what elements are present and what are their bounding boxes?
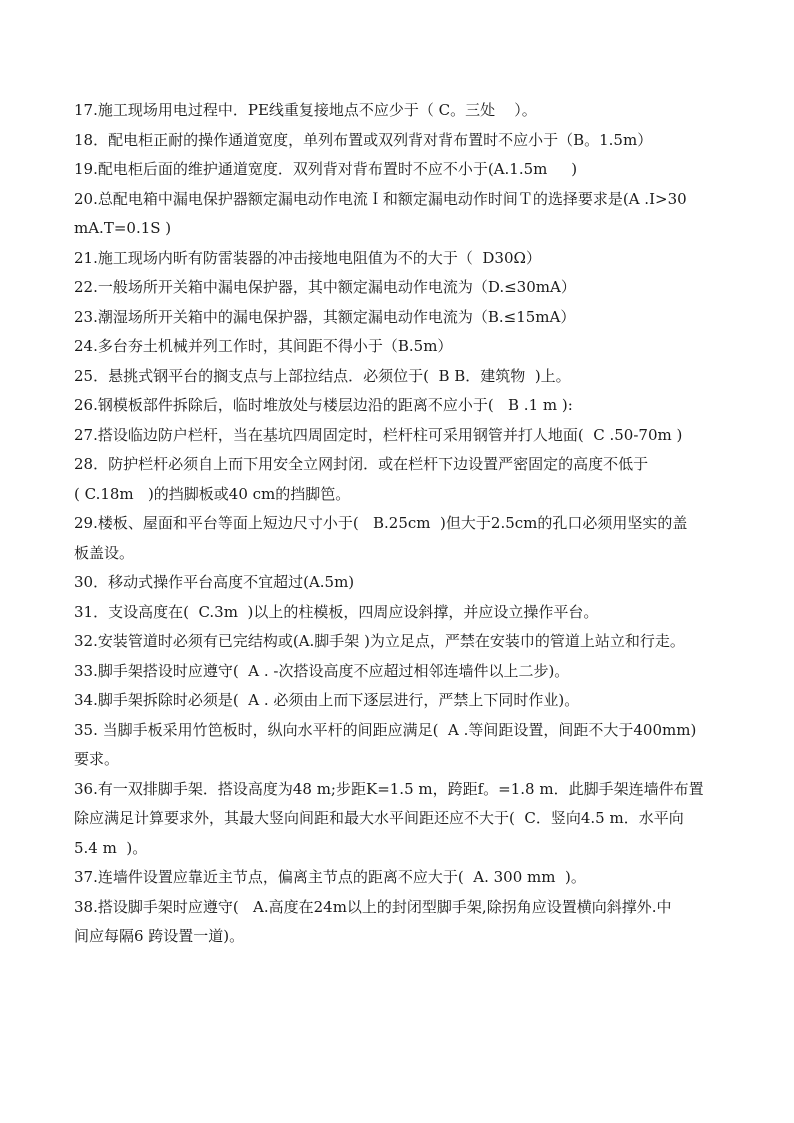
question-29-cont: 板盖设。 (74, 543, 135, 562)
question-36-cont: 除应满足计算要求外，其最大竖向间距和最大水平间距还应不大于( C．竖向4.5 m．水平向 (74, 809, 684, 827)
question-36: 36.有一双排脚手架．搭设高度为48 m;步距K=1.5 m，跨距f。=1.8 m．此脚手架连墙件布置 (74, 779, 704, 798)
question-38: 38.搭设脚手架时应遵守( A.高度在24m以上的封闭型脚手架,除拐角应设置横向斜撑外.中 (74, 897, 672, 916)
question-23: 23.潮湿场所开关箱中的漏电保护器，其额定漏电动作电流为（B.≤15mA） (74, 307, 576, 326)
question-35: 35. 当脚手板采用竹笆板时，纵向水平杆的间距应满足( A .等间距设置，间距不大于400mm) (74, 720, 697, 739)
question-36-cont-2: 5.4 m )。 (74, 838, 148, 857)
question-25: 25．悬挑式钢平台的搁支点与上部拉结点．必须位于( B B．建筑物 )上。 (74, 366, 571, 385)
question-24: 24.多台夯土机械并列工作时，其间距不得小于（B.5m） (74, 337, 453, 355)
question-28: 28．防护栏杆必须自上而下用安全立网封闭．或在栏杆下边设置严密固定的高度不低于 (74, 455, 649, 473)
question-26: 26.钢模板部件拆除后，临时堆放处与楼层边沿的距离不应小于( B .1 m ): (74, 396, 573, 414)
question-19: 19.配电柜后面的维护通道宽度．双列背对背布置时不应不小于(A.1.5m ) (74, 160, 578, 178)
question-31: 31．支设高度在( C.3m )以上的柱模板，四周应设斜撑，并应设立操作平台。 (74, 602, 599, 621)
question-30: 30．移动式操作平台高度不宜超过(A.5m) (74, 573, 355, 591)
question-32: 32.安装管道时必须有已完结构或(A.脚手架 )为立足点，严禁在安装巾的管道上站立和行走。 (74, 632, 685, 650)
question-18: 18．配电柜正耐的操作通道宽度，单列布置或双列背对背布置时不应小于（B。1.5m） (74, 130, 653, 149)
question-34: 34.脚手架拆除时必须是( A . 必须由上而下逐层进行，严禁上下同时作业)。 (74, 691, 580, 709)
question-37: 37.连墙件设置应靠近主节点，偏离主节点的距离不应大于( A. 300 mm )。 (74, 868, 586, 886)
question-38-cont: 间应每隔6 跨设置一道)。 (74, 927, 245, 945)
question-21: 21.施工现场内昕有防雷装器的冲击接地电阻值为不的大于（ D30Ω） (74, 248, 541, 267)
question-27: 27.搭设临边防户栏杆，当在基坑四周固定时，栏杆柱可采用钢管并打人地面( C .50-70m ) (74, 425, 683, 444)
question-28-cont: ( C.18m )的挡脚板或40 cm的挡脚笆。 (74, 484, 351, 503)
question-29: 29.楼板、屋面和平台等面上短边尺寸小于( B.25cm )但大于2.5cm的孔口必须用坚实的盖 (74, 514, 688, 532)
question-33: 33.脚手架搭设时应遵守( A . -次搭设高度不应超过相邻连墙件以上二步)。 (74, 661, 570, 680)
question-20: 20.总配电箱中漏电保护器额定漏电动作电流Ｉ和额定漏电动作时间Ｔ的选择要求是(A .I>30 (74, 189, 687, 208)
question-20-cont: mA.T=0.1S ) (74, 219, 172, 237)
question-17: 17.施工现场用电过程中．PE线重复接地点不应少于（ C。三处 ）。 (74, 101, 537, 119)
question-22: 22.一般场所开关箱中漏电保护器，其中额定漏电动作电流为（D.≤30mA） (74, 278, 576, 296)
question-list (74, 96, 734, 952)
question-35-cont: 要求。 (74, 750, 120, 768)
